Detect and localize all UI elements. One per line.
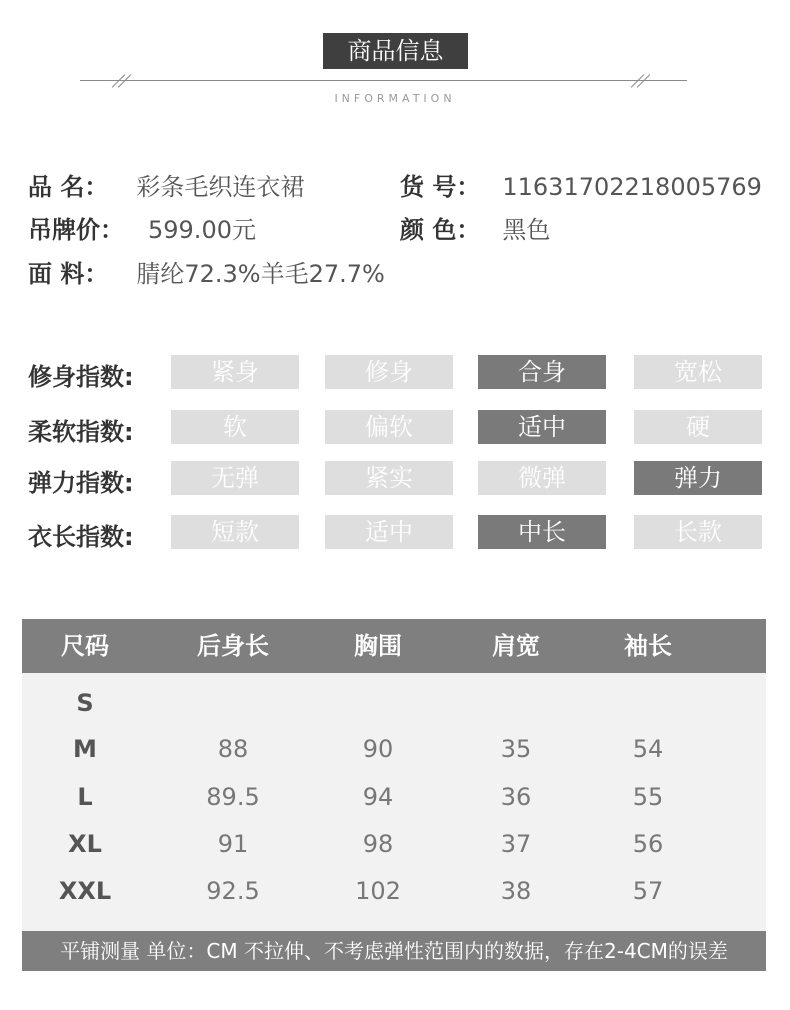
fit-option-selected: 适中 xyxy=(478,410,606,444)
size-table-header xyxy=(22,619,766,673)
size-table xyxy=(22,619,766,971)
size-name-cell: S xyxy=(76,689,94,717)
fit-option: 紧身 xyxy=(171,355,299,389)
section-subtitle: INFORMATION xyxy=(334,92,456,105)
divider-slash-left-2 xyxy=(118,74,131,87)
table-cell: 55 xyxy=(632,783,664,811)
table-row xyxy=(22,729,766,769)
table-cell: 89.5 xyxy=(206,783,260,811)
fit-option-selected: 中长 xyxy=(478,515,606,549)
fit-option: 无弹 xyxy=(171,461,299,495)
size-table-body xyxy=(22,673,766,931)
fit-index-label: 衣长指数: xyxy=(28,523,134,551)
table-cell: 94 xyxy=(362,783,394,811)
table-row xyxy=(22,871,766,911)
table-cell: 38 xyxy=(500,877,532,905)
column-header: 后身长 xyxy=(197,632,269,660)
divider-line xyxy=(80,80,687,81)
table-cell: 90 xyxy=(362,735,394,763)
price-value: 599.00元 xyxy=(148,216,256,244)
fabric-label: 面 料： xyxy=(28,260,109,288)
fit-option: 硬 xyxy=(634,410,762,444)
fit-option: 宽松 xyxy=(634,355,762,389)
column-header: 尺码 xyxy=(61,632,109,660)
column-header: 肩宽 xyxy=(492,632,540,660)
color-label: 颜 色： xyxy=(400,216,481,244)
table-cell: 35 xyxy=(500,735,532,763)
table-cell: 88 xyxy=(217,735,249,763)
table-row xyxy=(22,824,766,864)
fit-index-label: 修身指数: xyxy=(28,363,134,391)
fit-option-selected: 弹力 xyxy=(634,461,762,495)
table-row xyxy=(22,683,766,723)
fit-option: 长款 xyxy=(634,515,762,549)
size-name-cell: L xyxy=(77,783,93,811)
fit-index-label: 弹力指数: xyxy=(28,469,134,497)
fit-option: 偏软 xyxy=(325,410,453,444)
table-cell: 91 xyxy=(217,830,249,858)
size-table-footnote: 平铺测量 单位：CM 不拉伸、不考虑弹性范围内的数据，存在2-4CM的误差 xyxy=(22,931,766,971)
name-value: 彩条毛织连衣裙 xyxy=(136,173,305,201)
fit-option: 短款 xyxy=(171,515,299,549)
info-sku-row xyxy=(400,167,762,202)
sku-label: 货 号： xyxy=(400,173,481,201)
size-name-cell: XL xyxy=(68,830,102,858)
section-title: 商品信息 xyxy=(323,33,468,69)
table-row xyxy=(22,777,766,817)
sku-value: 11631702218005769 xyxy=(502,173,762,201)
fit-option: 微弹 xyxy=(478,461,606,495)
table-cell: 57 xyxy=(632,877,664,905)
fabric-value: 腈纶72.3%羊毛27.7% xyxy=(136,260,385,288)
table-cell: 56 xyxy=(632,830,664,858)
table-cell: 92.5 xyxy=(206,877,260,905)
info-color-row xyxy=(400,210,550,245)
column-header: 胸围 xyxy=(354,632,402,660)
fit-option: 修身 xyxy=(325,355,453,389)
info-name-row xyxy=(28,167,304,202)
fit-option: 软 xyxy=(171,410,299,444)
size-name-cell: XXL xyxy=(58,877,112,905)
table-cell: 54 xyxy=(632,735,664,763)
size-name-cell: M xyxy=(73,735,97,763)
table-cell: 98 xyxy=(362,830,394,858)
table-cell: 36 xyxy=(500,783,532,811)
table-cell: 102 xyxy=(355,877,401,905)
price-label: 吊牌价： xyxy=(28,216,124,244)
table-cell: 37 xyxy=(500,830,532,858)
divider-slash-right-2 xyxy=(637,74,650,87)
fit-option: 适中 xyxy=(325,515,453,549)
fit-option-selected: 合身 xyxy=(478,355,606,389)
info-fabric-row xyxy=(28,254,385,289)
fit-option: 紧实 xyxy=(325,461,453,495)
color-value: 黑色 xyxy=(502,216,551,244)
fit-index-label: 柔软指数: xyxy=(28,418,134,446)
name-label: 品 名： xyxy=(28,173,109,201)
column-header: 袖长 xyxy=(624,632,672,660)
info-price-row xyxy=(28,210,256,245)
